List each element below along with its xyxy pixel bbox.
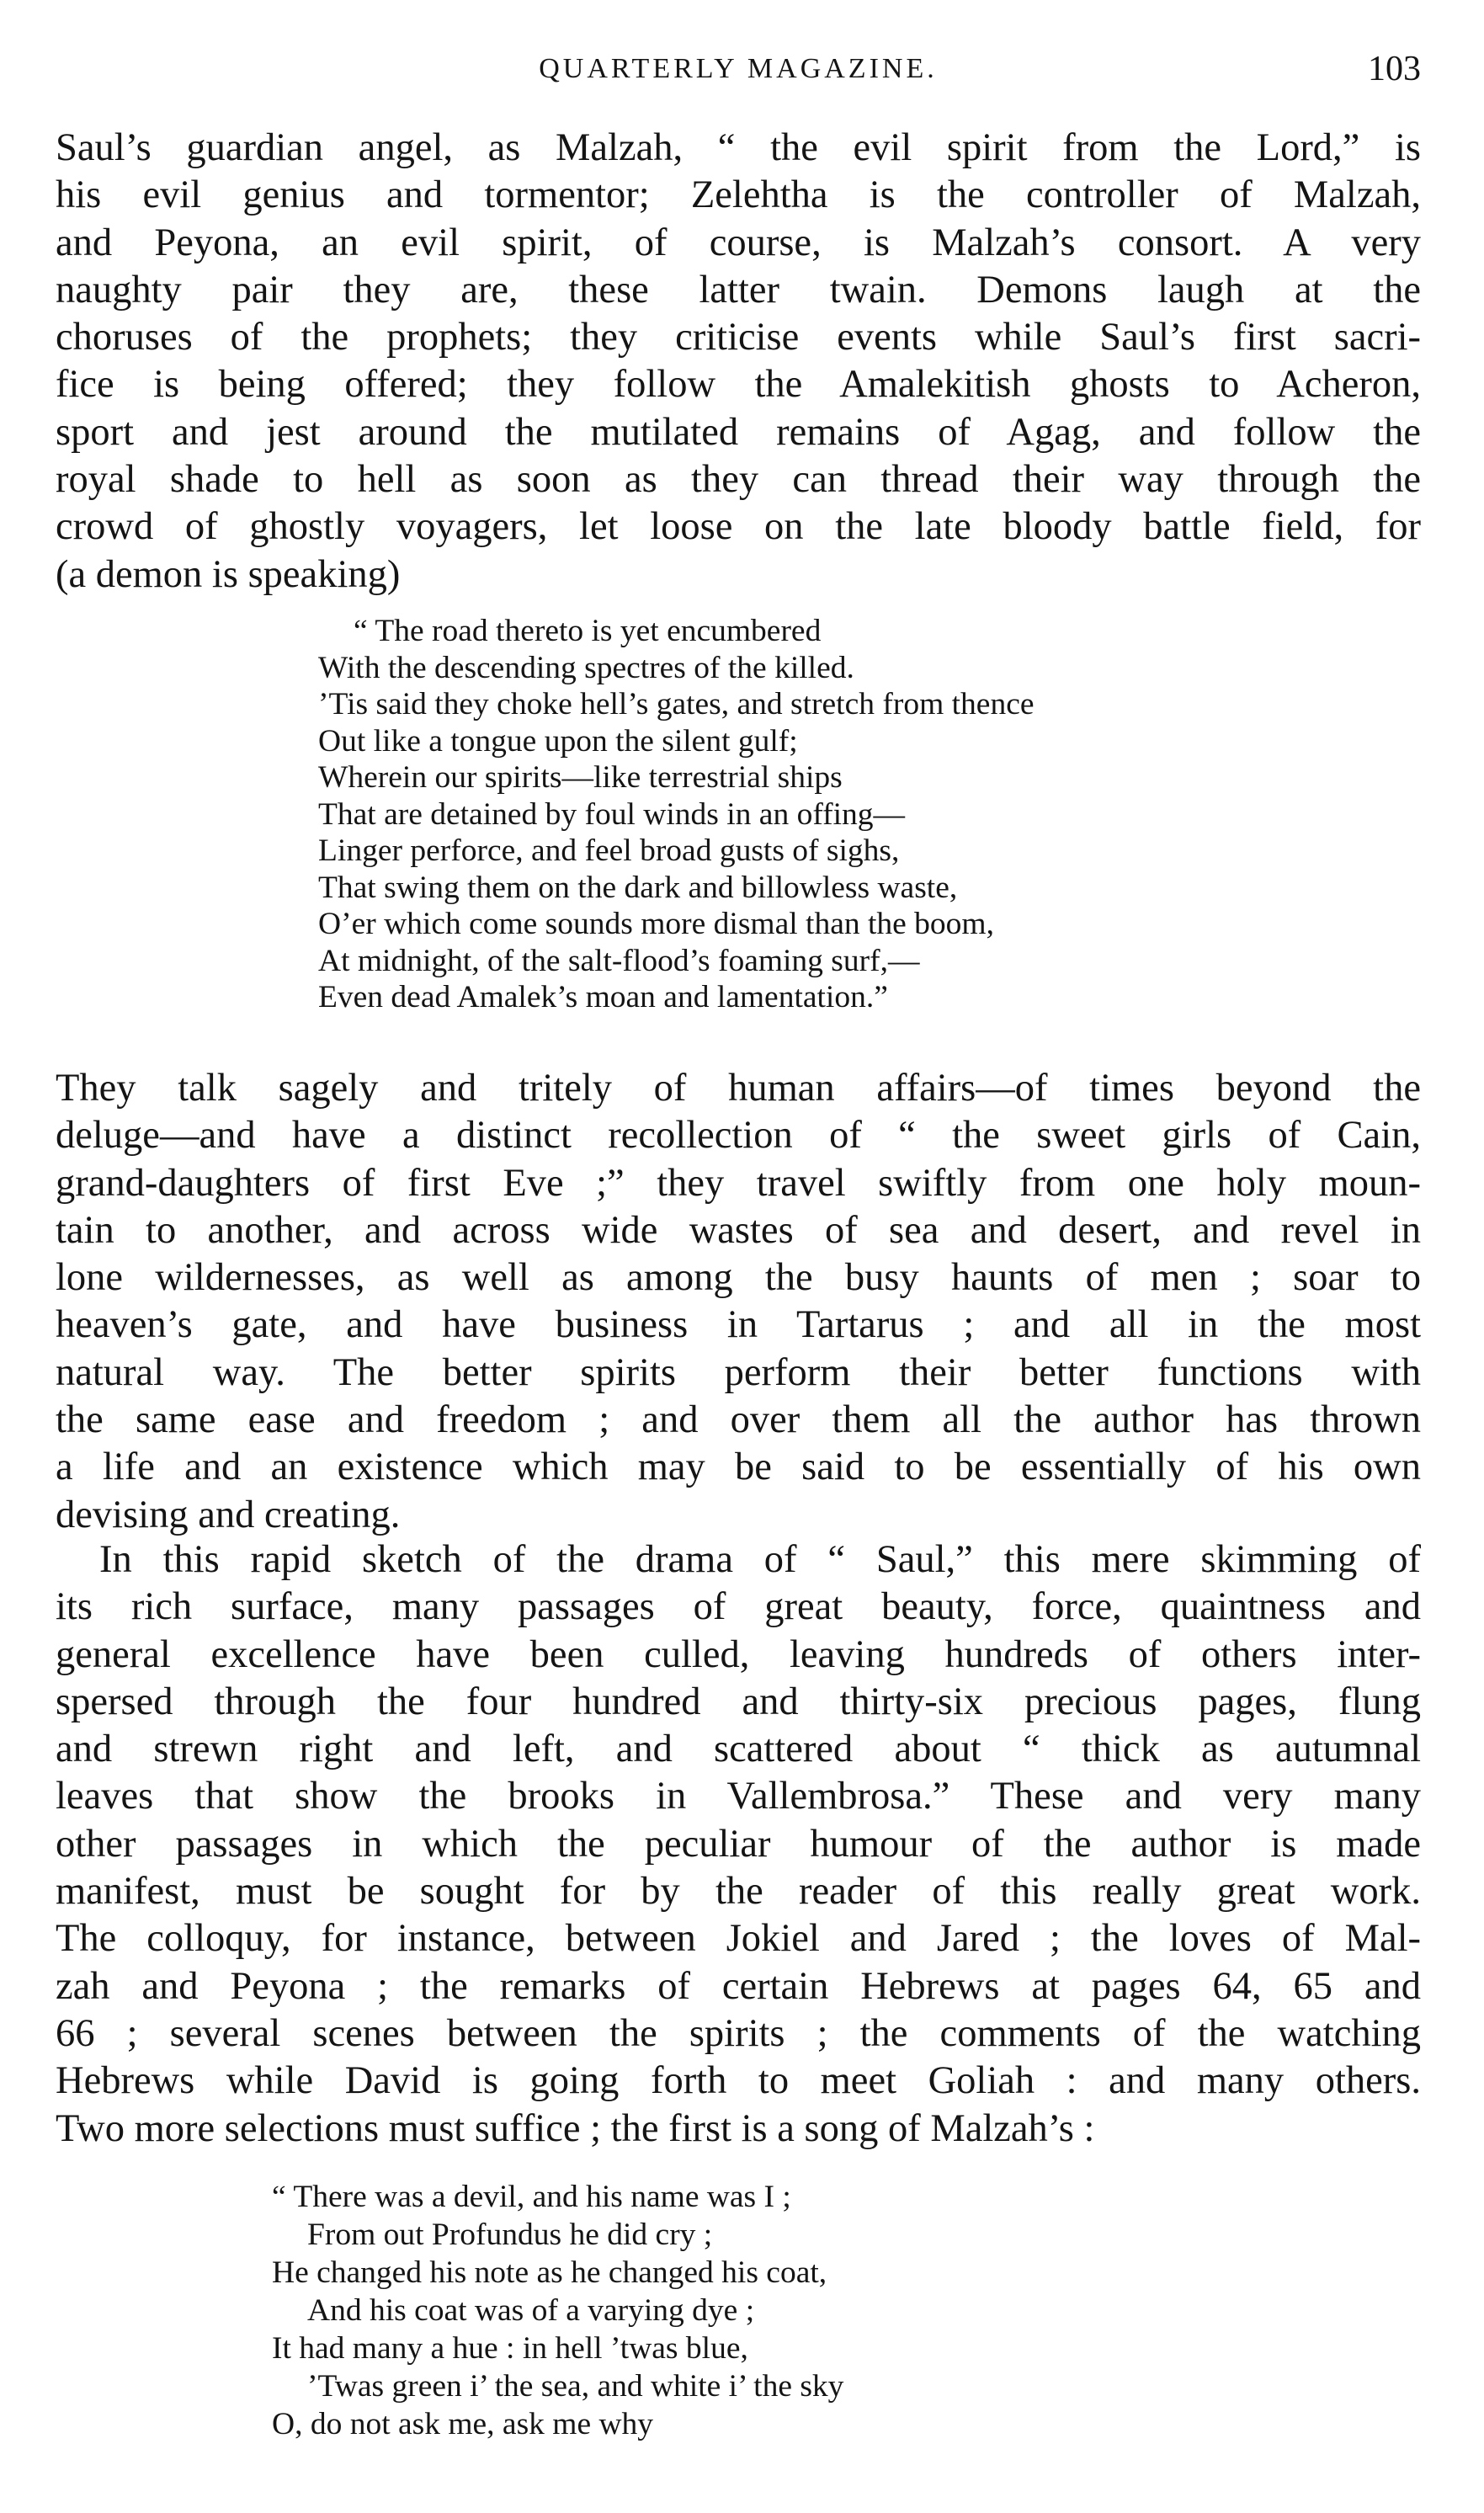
verse-2-line: O, do not ask me, ask me why	[272, 2407, 654, 2441]
paragraph-1-line: naughty pair they are, these latter twain. Demons laugh at the	[56, 268, 1421, 311]
verse-2-line: It had many a hue : in hell ’twas blue,	[272, 2331, 748, 2366]
verse-2-line: “ There was a devil, and his name was I ;	[272, 2180, 791, 2214]
paragraph-2-line: deluge—and have a distinct recollection of “ the sweet girls of Cain,	[56, 1114, 1421, 1158]
paragraph-2	[56, 1065, 1421, 1539]
paragraph-3-line: general excellence have been culled, leaving hundreds of others inter-	[56, 1632, 1421, 1676]
paragraph-3-line: 66 ; several scenes between the spirits ; the comments of the watching	[56, 2011, 1421, 2055]
paragraph-3-line: spersed through the four hundred and thirty-six precious pages, flung	[56, 1680, 1421, 1723]
paragraph-1-line: his evil genius and tormentor; Zelehtha is the controller of Malzah,	[56, 173, 1421, 217]
paragraph-2-line: natural way. The better spirits perform their better functions with	[56, 1350, 1421, 1394]
verse-1-line: At midnight, of the salt-flood’s foaming surf,—	[318, 943, 920, 978]
verse-1-line: O’er which come sounds more dismal than the boom,	[318, 907, 994, 941]
paragraph-3-line: zah and Peyona ; the remarks of certain Hebrews at pages 64, 65 and	[56, 1964, 1421, 2008]
verse-1-line: Even dead Amalek’s moan and lamentation.”	[318, 980, 888, 1014]
paragraph-1-line: (a demon is speaking)	[56, 552, 401, 596]
paragraph-1-line: Saul’s guardian angel, as Malzah, “ the evil spirit from the Lord,” is	[56, 126, 1421, 169]
paragraph-3-line: Hebrews while David is going forth to meet Goliah : and many others.	[56, 2059, 1421, 2103]
paragraph-2-line: grand-daughters of first Eve ;” they travel swiftly from one holy moun-	[56, 1161, 1421, 1205]
paragraph-3-line: In this rapid sketch of the drama of “ Saul,” this mere skimming of	[99, 1538, 1421, 1581]
verse-1-line: Linger perforce, and feel broad gusts of sighs,	[318, 833, 900, 868]
paragraph-2-line: a life and an existence which may be said to be essentially of his own	[56, 1446, 1421, 1489]
paragraph-1-line: and Peyona, an evil spirit, of course, is Malzah’s consort. A very	[56, 221, 1421, 264]
paragraph-3-line: its rich surface, many passages of great beauty, force, quaintness and	[56, 1585, 1421, 1629]
verse-1-line: Out like a tongue upon the silent gulf;	[318, 723, 798, 759]
paragraph-2-line: lone wildernesses, as well as among the busy haunts of men ; soar to	[56, 1256, 1421, 1300]
paragraph-2-line: tain to another, and across wide wastes of sea and desert, and revel in	[56, 1208, 1421, 1252]
verse-1-line: “ The road thereto is yet encumbered	[354, 614, 822, 648]
verse-1-line: ’Tis said they choke hell’s gates, and stretch from thence	[318, 687, 1035, 721]
paragraph-3-line: and strewn right and left, and scattered about “ thick as autumnal	[56, 1728, 1421, 1771]
paragraph-3-line: manifest, must be sought for by the reader of this really great work.	[56, 1870, 1421, 1914]
paragraph-1	[56, 125, 1421, 599]
verse-quote-2	[272, 2178, 843, 2443]
paragraph-3-line: other passages in which the peculiar humour of the author is made	[56, 1822, 1421, 1866]
paragraph-2-line: heaven’s gate, and have business in Tartarus ; and all in the most	[56, 1303, 1421, 1347]
verse-1-line: Wherein our spirits—like terrestrial ships	[318, 760, 843, 795]
paragraph-2-line: devising and creating.	[56, 1493, 401, 1536]
verse-2-line: From out Profundus he did cry ;	[307, 2218, 713, 2252]
verse-1-line: That swing them on the dark and billowless waste,	[318, 870, 958, 905]
paragraph-1-line: fice is being offered; they follow the Amalekitish ghosts to Acheron,	[56, 363, 1421, 407]
paragraph-2-line: They talk sagely and tritely of human affairs—of times beyond the	[56, 1067, 1421, 1110]
page-number: 103	[1368, 50, 1421, 88]
running-title: QUARTERLY MAGAZINE.	[539, 53, 938, 84]
running-head	[56, 44, 1421, 94]
verse-2-line: ’Twas green i’ the sea, and white i’ the sky	[307, 2369, 844, 2404]
paragraph-3-line: Two more selections must suffice ; the first is a song of Malzah’s :	[56, 2106, 1095, 2150]
paragraph-1-line: choruses of the prophets; they criticise events while Saul’s first sacri-	[56, 316, 1421, 359]
verse-1-line: With the descending spectres of the killed.	[318, 650, 854, 685]
paragraph-1-line: sport and jest around the mutilated remains of Agag, and follow the	[56, 410, 1421, 454]
paragraph-3-line: leaves that show the brooks in Vallembrosa.” These and very many	[56, 1775, 1421, 1818]
paragraph-2-line: the same ease and freedom ; and over them all the author has thrown	[56, 1398, 1421, 1442]
verse-2-line: He changed his note as he changed his coat,	[272, 2255, 827, 2290]
paragraph-1-line: royal shade to hell as soon as they can thread their way through the	[56, 458, 1421, 502]
paragraph-1-line: crowd of ghostly voyagers, let loose on the late bloody battle field, for	[56, 505, 1421, 549]
paragraph-3-line: The colloquy, for instance, between Jokiel and Jared ; the loves of Mal-	[56, 1917, 1421, 1961]
verse-quote-1	[318, 613, 1035, 1016]
verse-2-line: And his coat was of a varying dye ;	[307, 2293, 755, 2328]
verse-1-line: That are detained by foul winds in an offing—	[318, 796, 906, 832]
paragraph-3	[56, 1536, 1421, 2153]
